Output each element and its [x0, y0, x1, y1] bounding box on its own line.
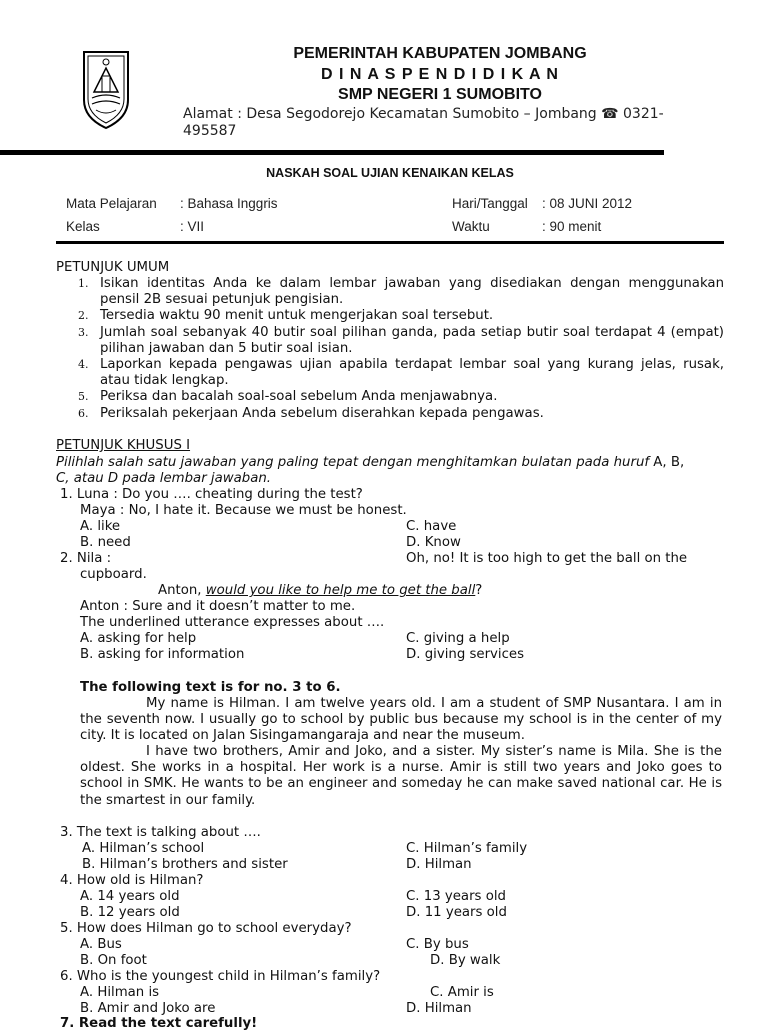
q4-option-c: C. 13 years old	[406, 889, 506, 904]
time-value: : 90 menit	[542, 219, 602, 234]
special-instructions-heading: PETUNJUK KHUSUS I	[56, 438, 191, 453]
q2-option-b: B. asking for information	[80, 647, 245, 662]
q2-option-a: A. asking for help	[80, 631, 197, 646]
reading-paragraph-1: My name is Hilman. I am twelve years old. I am a student of SMP Nusantara. I am in the seventh now. I usually go to school by public bus because my school is in the center of my city. It is located on Jalan Sisingamangaraja and near the museum.	[80, 696, 722, 744]
q3-option-a: A. Hilman’s school	[82, 841, 205, 856]
time-label: Waktu	[452, 219, 490, 234]
q1-option-b: B. need	[80, 535, 131, 550]
reading-heading: The following text is for no. 3 to 6.	[80, 680, 341, 695]
q2-option-c: C. giving a help	[406, 631, 510, 646]
q4-question: 4. How old is Hilman?	[60, 873, 204, 888]
q2-line-1-right: Oh, no! It is too high to get the ball on the	[406, 551, 688, 566]
header-line-1: PEMERINTAH KABUPATEN JOMBANG	[293, 45, 587, 62]
list-item: 5. Periksa dan bacalah soal-soal sebelum Anda menjawabnya.	[78, 389, 498, 405]
q5-option-a: A. Bus	[80, 937, 122, 952]
q2-line-5: The underlined utterance expresses about ….	[80, 615, 385, 630]
reading-paragraph-2: I have two brothers, Amir and Joko, and a sister. My sister’s name is Mila. She is the oldest. She works in a hospital. Her work is a nurse. Amir is still two years and Joko goes to school in SMK. He wants to be an engineer and someday he can make saved national car. He is the smartest in our family.	[80, 744, 722, 808]
q1-line-1: 1. Luna : Do you …. cheating during the test?	[60, 487, 363, 502]
q4-option-a: A. 14 years old	[80, 889, 180, 904]
q2-line-1: 2. Nila :	[60, 551, 112, 566]
list-item: 1. Isikan identitas Anda ke dalam lembar jawaban yang disediakan dengan menggunakan pensil 2B sesuai petunjuk pengisian.	[78, 276, 724, 308]
q7-question: 7. Read the text carefully!	[60, 1016, 258, 1031]
school-address: Alamat : Desa Segodorejo Kecamatan Sumobito – Jombang ☎ 0321-495587	[183, 106, 664, 139]
q5-question: 5. How does Hilman go to school everyday?	[60, 921, 352, 936]
q5-option-c: C. By bus	[406, 937, 469, 952]
header-line-2: D I N A S P E N D I D I K A N	[321, 66, 559, 83]
list-item: 4. Laporkan kepada pengawas ujian apabila terdapat lembar soal yang kurang jelas, rusak, atau tidak lengkap.	[78, 357, 724, 389]
q1-option-a: A. like	[80, 519, 121, 534]
exam-title: NASKAH SOAL UJIAN KENAIKAN KELAS	[266, 166, 514, 180]
regency-seal-logo	[78, 48, 134, 130]
q5-option-d: D. By walk	[430, 953, 501, 968]
info-divider	[56, 241, 724, 244]
date-value: : 08 JUNI 2012	[542, 196, 633, 211]
q6-option-d: D. Hilman	[406, 1001, 472, 1016]
list-item: 6. Periksalah pekerjaan Anda sebelum diserahkan kepada pengawas.	[78, 405, 544, 421]
q1-option-d: D. Know	[406, 535, 461, 550]
date-label: Hari/Tanggal	[452, 196, 528, 211]
special-instructions-line-2: C, atau D pada lembar jawaban.	[56, 471, 272, 486]
class-label: Kelas	[66, 219, 100, 234]
q1-option-c: C. have	[406, 519, 457, 534]
subject-label: Mata Pelajaran	[66, 196, 157, 211]
q6-option-b: B. Amir and Joko are	[80, 1001, 216, 1016]
class-value: : VII	[180, 219, 205, 234]
special-instructions-line-1: Pilihlah salah satu jawaban yang paling tepat dengan menghitamkan bulatan pada huruf A, B,	[56, 455, 685, 470]
q2-line-4: Anton : Sure and it doesn’t matter to me.	[80, 599, 356, 614]
header-divider	[0, 150, 664, 155]
q1-line-2: Maya : No, I hate it. Because we must be honest.	[80, 503, 407, 518]
subject-value: : Bahasa Inggris	[180, 196, 278, 211]
q2-line-2: cupboard.	[80, 567, 147, 582]
q4-option-d: D. 11 years old	[406, 905, 507, 920]
header-line-3: SMP NEGERI 1 SUMOBITO	[338, 86, 542, 103]
q4-option-b: B. 12 years old	[80, 905, 180, 920]
q3-option-c: C. Hilman’s family	[406, 841, 528, 856]
q6-option-a: A. Hilman is	[80, 985, 160, 1000]
q6-option-c: C. Amir is	[430, 985, 494, 1000]
q6-question: 6. Who is the youngest child in Hilman’s family?	[60, 969, 381, 984]
list-item: 3. Jumlah soal sebanyak 40 butir soal pilihan ganda, pada setiap butir soal terdapat 4 (empat) pilihan jawaban dan 5 butir soal isian.	[78, 324, 724, 356]
q2-line-3: Anton, would you like to help me to get the ball?	[158, 583, 483, 598]
list-item: 2. Tersedia waktu 90 menit untuk mengerjakan soal tersebut.	[78, 308, 494, 324]
q3-option-b: B. Hilman’s brothers and sister	[82, 857, 288, 872]
q3-question: 3. The text is talking about ….	[60, 825, 261, 840]
q3-option-d: D. Hilman	[406, 857, 472, 872]
general-instructions-list	[78, 276, 724, 422]
q5-option-b: B. On foot	[80, 953, 147, 968]
q2-option-d: D. giving services	[406, 647, 525, 662]
general-instructions-heading: PETUNJUK UMUM	[56, 260, 170, 275]
